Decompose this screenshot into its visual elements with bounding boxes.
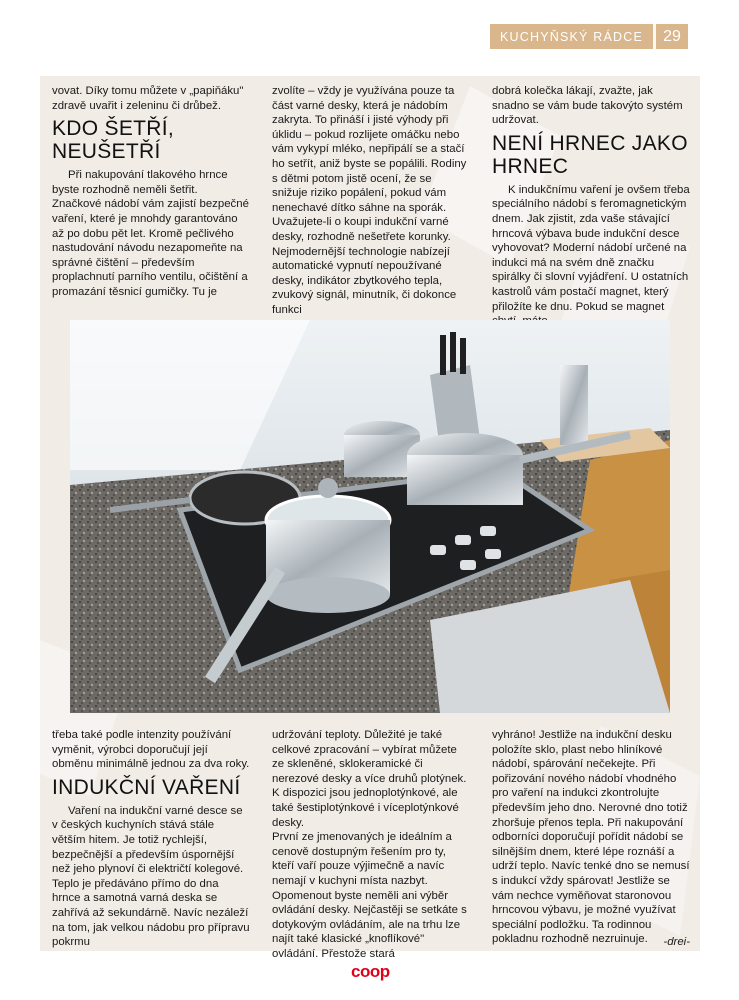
paragraph: vyhráno! Jestliže na indukční desku položíte sklo, plast nebo hliníkové nádobí, spárování nečekejte. Při pořizování nového nádobí vhodného pro vaření na indukci zkontrolujte především jeho dno. Nerovné dno totiž zhoršuje přenos tepla. Při nakupování odborníci doporučují pořídit nádobí se silnějším dnem, které lépe roznáší a udrží teplo. Navíc tenké dno se nemusí s indukcí vždy spárovat! Jestliže se vám nechce vyměňovat staronovou hrncovou výbavu, je možné využívat speciální podložku. Ta rodinnou pokladnu rozhodně nezruinuje.	[492, 729, 690, 946]
column-bottom-3	[492, 728, 690, 950]
column-bottom-2	[272, 728, 470, 962]
column-top-3	[492, 84, 690, 329]
paragraph: dobrá kolečka lákají, zvažte, jak snadno se vám bude takovýto systém udržovat.	[492, 85, 683, 127]
paragraph: třeba také podle intenzity používání vyměnit, výrobci doporučují její obměnu minimálně jednou za dva roky.	[52, 729, 250, 771]
column-top-2	[272, 84, 470, 318]
paragraph: zvolíte – vždy je využívána pouze ta část varné desky, která je nádobím zakryta. To přináší i jisté výhody při úklidu – pokud rozlijete omáčku nebo vám vykypí mléko, nepřipálí se a stačí ho setřít, aniž byste se popálili. Rodiny s dětmi potom jistě ocení, že se snižuje riziko popálení, pokud vám nenechavé dítko sáhne na sporák.	[272, 85, 467, 214]
kitchen-photo	[70, 320, 670, 713]
heading-kdo-setri: KDO ŠETŘÍ, NEUŠETŘÍ	[52, 117, 175, 164]
heading-indukcni-vareni: INDUKČNÍ VAŘENÍ	[52, 775, 241, 799]
paragraph: Při nakupování tlakového hrnce byste rozhodně neměli šetřit. Značkové nádobí vám zajistí bezpečné vaření, které je mnohdy garantováno až po dobu pět let. Kromě pečlivého nastudování návodu nezapomeňte na správné čištění – především proplachnutí parního ventilu, očištění a promazání těsnicí gumičky. Tu je	[52, 169, 249, 298]
section-header	[490, 24, 688, 49]
paragraph: vovat. Díky tomu můžete v „papiňáku" zdravě uvařit i zeleninu či drůbež.	[52, 85, 244, 112]
paragraph: K indukčnímu vaření je ovšem třeba speciálního nádobí s feromagnetickým dnem. Jak zjistit, zda vaše stávající hrncová výbava bude indukční desce vyhovovat? Moderní nádobí určené na indukci má na svém dně značku spirálky či slovní vyjádření. U ostatních kastrolů vám postačí magnet, který přiložíte ke dnu. Pokud se magnet	[492, 183, 690, 313]
paragraph: udržování teploty. Důležité je také celkové zpracování – vybírat můžete ze skleněné, sklokeramické či nerezové desky a více druhů plotýnek. K dispozici jsou jednoplotýnkové, ale také šestiplotýnkové i víceplotýnkové desky.	[272, 729, 467, 829]
column-bottom-1	[52, 728, 250, 950]
paragraph: První ze jmenovaných je ideálním a cenově dostupným řešením pro ty, kteří vaří pouze výjimečně a navíc nemají v kuchyni místa nazbyt. Opomenout byste neměli ani výběr ovládání desky. Nejčastěji se setkáte s dotykovým ovládáním, ale na trhu lze najít také klasické „knoflíkové" ovládání. Přestože stará	[272, 831, 467, 960]
author-signature: -drei-	[663, 936, 690, 949]
heading-neni-hrnec: NENÍ HRNEC JAKO HRNEC	[492, 131, 688, 178]
header-divider	[653, 24, 656, 49]
coop-logo: coop	[351, 962, 390, 981]
section-title: KUCHYŇSKÝ RÁDCE	[499, 29, 644, 44]
induction-cooktop-illustration	[70, 320, 670, 713]
paragraph: Uvažujete-li o koupi indukční varné desky, rozhodně nešetřete korunky. Nejmodernější technologie nabízejí automatické vypnutí nepoužívané desky, indikátor zbytkového tepla, zvukový signál, minutník, či dokonce funkci	[272, 216, 457, 316]
page-number: 29	[663, 27, 681, 45]
column-top-1	[52, 84, 250, 300]
paragraph: Vaření na indukční varné desce se v českých kuchyních stává stále větším hitem. Je totiž rychlejší, bezpečnější a především úspornější než jeho plynoví či električtí kolegové. Teplo je předáváno přímo do dna hrnce a samotná varná deska se zahřívá až sekundárně. Navíc nezáleží na tom, jak velkou nádobu pro přípravu pokrmu	[52, 804, 250, 949]
